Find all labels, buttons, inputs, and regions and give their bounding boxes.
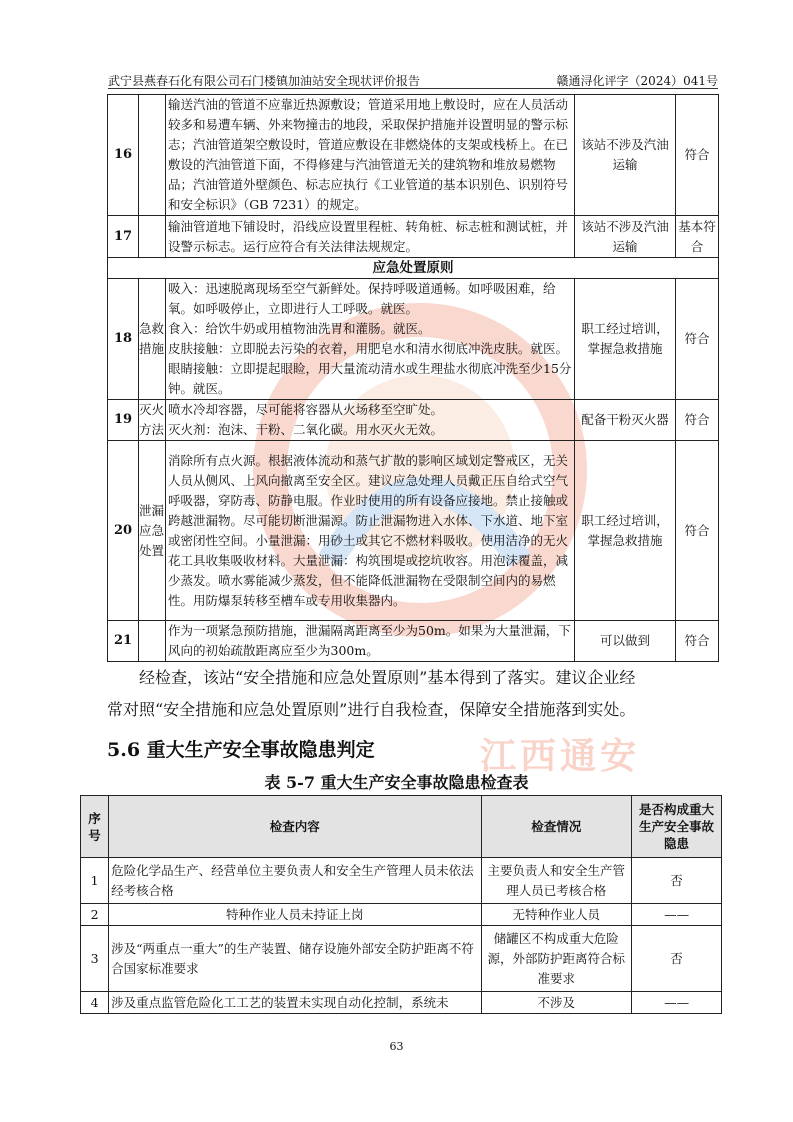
row-result: 职工经过培训，掌握急救措施 — [575, 441, 676, 621]
row-category — [139, 95, 166, 216]
row-category — [139, 216, 166, 258]
row-number: 17 — [108, 216, 139, 258]
table-row — [108, 279, 719, 400]
row-result: 可以做到 — [575, 621, 676, 662]
row-conclusion: 符合 — [676, 441, 719, 621]
table-row — [81, 858, 722, 904]
row-result: 否 — [632, 926, 722, 992]
row-content: 涉及“两重点一重大”的生产装置、储存设施外部安全防护距离不符合国家标准要求 — [109, 926, 481, 992]
row-result: —— — [632, 904, 722, 926]
row-result: 该站不涉及汽油运输 — [575, 95, 676, 216]
page-header — [108, 70, 718, 89]
row-content: 喷水冷却容器，尽可能将容器从火场移至空旷处。 灭火剂：泡沫、干粉、二氧化碳。用水灭火无效。 — [166, 400, 575, 441]
row-content: 危险化学品生产、经营单位主要负责人和安全生产管理人员未依法经考核合格 — [109, 858, 481, 904]
row-status: 主要负责人和安全生产管理人员已考核合格 — [481, 858, 632, 904]
table-row — [108, 95, 719, 216]
table-row — [108, 400, 719, 441]
row-category: 灭火方法 — [139, 400, 166, 441]
table-row — [81, 992, 722, 1014]
row-number: 21 — [108, 621, 139, 662]
row-content: 涉及重点监管危险化工工艺的装置未实现自动化控制，系统未 — [109, 992, 481, 1014]
row-number: 16 — [108, 95, 139, 216]
row-result: 否 — [632, 858, 722, 904]
row-category — [139, 621, 166, 662]
row-conclusion: 符合 — [676, 95, 719, 216]
row-number: 19 — [108, 400, 139, 441]
watermark-text: 江西通安 — [480, 735, 641, 777]
col-header-content: 检查内容 — [109, 796, 481, 858]
row-number: 3 — [81, 926, 109, 992]
row-conclusion: 符合 — [676, 621, 719, 662]
col-header-result: 是否构成重大生产安全事故隐患 — [632, 796, 722, 858]
section-row — [108, 258, 719, 279]
row-category: 泄漏应急处置 — [139, 441, 166, 621]
row-status: 储罐区不构成重大危险源，外部防护距离符合标准要求 — [481, 926, 632, 992]
table-row — [108, 621, 719, 662]
page-number: 63 — [389, 1040, 404, 1053]
header-left: 武宁县燕春石化有限公司石门楼镇加油站安全现状评价报告 — [108, 74, 421, 88]
row-content: 作为一项紧急预防措施，泄漏隔离距离至少为50m。如果为大量泄漏，下风向的初始疏散距离应至少为300m。 — [166, 621, 575, 662]
row-conclusion: 符合 — [676, 279, 719, 400]
col-header-status: 检查情况 — [481, 796, 632, 858]
row-content: 输油管道地下铺设时，沿线应设置里程桩、转角桩、标志桩和测试桩，并设警示标志。运行应符合有关法律法规规定。 — [166, 216, 575, 258]
table-row — [108, 216, 719, 258]
header-right: 赣通浔化评字（2024）041号 — [556, 74, 718, 88]
row-content: 特种作业人员未持证上岗 — [109, 904, 481, 926]
row-number: 2 — [81, 904, 109, 926]
row-category: 急救措施 — [139, 279, 166, 400]
conclusion-line-2: 常对照“安全措施和应急处置原则”进行自我检查，保障安全措施落到实处。 — [107, 700, 636, 719]
section-heading: 5.6 重大生产安全事故隐患判定 — [107, 739, 375, 761]
table-header-row — [81, 796, 722, 858]
table-caption: 表 5-7 重大生产安全事故隐患检查表 — [264, 773, 529, 792]
row-content: 吸入：迅速脱离现场至空气新鲜处。保持呼吸道通畅。如呼吸困难，给氧。如呼吸停止，立即进行人工呼吸。就医。 食入：给饮牛奶或用植物油洗胃和灌肠。就医。 皮肤接触：立即脱去污染的衣着，用肥皂水和清水彻底冲洗皮肤。就医。 眼睛接触：立即提起眼睑，用大量流动清水或生理盐水彻底冲洗至少15分钟。就医。 — [166, 279, 575, 400]
table-row — [81, 926, 722, 992]
conclusion-line-1: 经检查，该站“安全措施和应急处置原则”基本得到了落实。建议企业经 — [139, 668, 636, 687]
section-title: 应急处置原则 — [108, 258, 719, 279]
row-result: —— — [632, 992, 722, 1014]
row-content: 输送汽油的管道不应靠近热源敷设；管道采用地上敷设时，应在人员活动较多和易遭车辆、外来物撞击的地段，采取保护措施并设置明显的警示标志；汽油管道架空敷设时，管道应敷设在非燃烧体的支架或栈桥上。在已敷设的汽油管道下面，不得修建与汽油管道无关的建筑物和堆放易燃物品；汽油管道外壁颜色、标志应执行《工业管道的基本识别色、识别符号和安全标识》（GB 7231）的规定。 — [166, 95, 575, 216]
row-number: 1 — [81, 858, 109, 904]
col-header-no: 序号 — [81, 796, 109, 858]
row-content: 消除所有点火源。根据液体流动和蒸气扩散的影响区域划定警戒区，无关人员从侧风、上风向撤离至安全区。建议应急处理人员戴正压自给式空气呼吸器，穿防毒、防静电服。作业时使用的所有设备应接地。禁止接触或跨越泄漏物。尽可能切断泄漏源。防止泄漏物进入水体、下水道、地下室或密闭性空间。小量泄漏：用砂土或其它不燃材料吸收。使用洁净的无火花工具收集吸收材料。大量泄漏：构筑围堤或挖坑收容。用泡沫覆盖，减少蒸发。喷水雾能减少蒸发，但不能降低泄漏物在受限制空间内的易燃性。用防爆泵转移至槽车或专用收集器内。 — [166, 441, 575, 621]
row-number: 18 — [108, 279, 139, 400]
row-number: 20 — [108, 441, 139, 621]
row-conclusion: 基本符合 — [676, 216, 719, 258]
table-row — [81, 904, 722, 926]
row-status: 不涉及 — [481, 992, 632, 1014]
safety-measures-table — [107, 94, 719, 662]
row-conclusion: 符合 — [676, 400, 719, 441]
row-result: 职工经过培训，掌握急救措施 — [575, 279, 676, 400]
row-number: 4 — [81, 992, 109, 1014]
row-status: 无特种作业人员 — [481, 904, 632, 926]
hazard-check-table — [80, 795, 722, 1014]
table-row — [108, 441, 719, 621]
row-result: 配备干粉灭火器 — [575, 400, 676, 441]
row-result: 该站不涉及汽油运输 — [575, 216, 676, 258]
